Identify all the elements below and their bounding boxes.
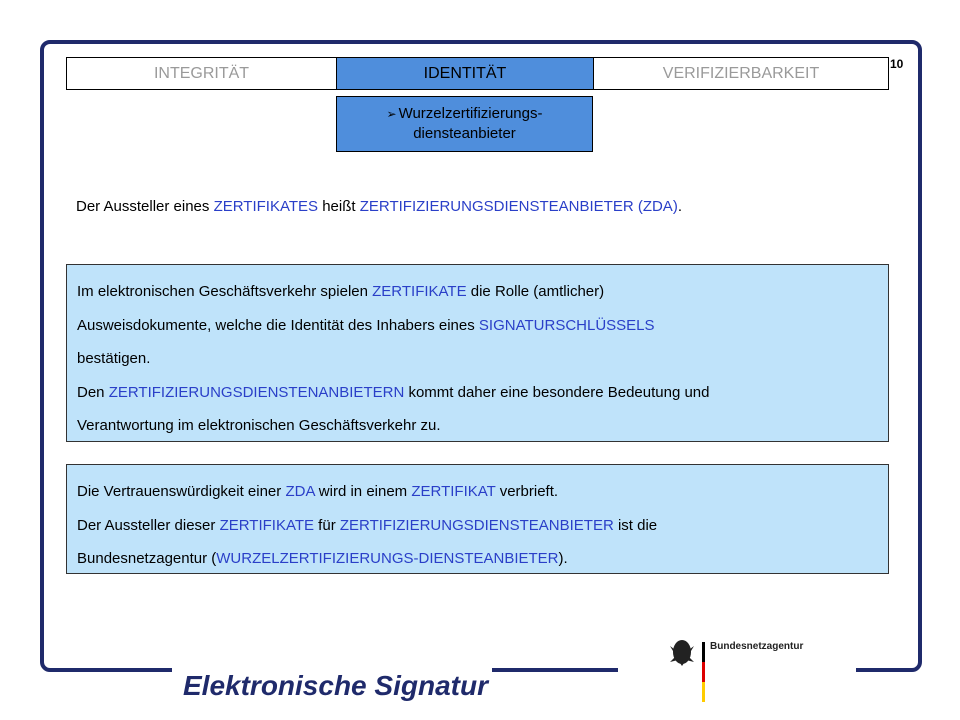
info-box-trust bbox=[66, 464, 889, 574]
intro-term-2: ZERTIFIZIERUNGSDIENSTEANBIETER (ZDA) bbox=[359, 198, 678, 215]
box2-text: ). bbox=[558, 550, 568, 567]
eagle-icon bbox=[670, 640, 694, 666]
topic-tabs bbox=[66, 57, 889, 90]
info-box-certificates bbox=[66, 264, 889, 442]
logo-wordmark: Bundesnetzagentur bbox=[710, 641, 804, 652]
box1-line-3: bestätigen. bbox=[77, 350, 151, 368]
footer-title: Elektronische Signatur bbox=[183, 670, 488, 701]
box2-text: Die Vertrauenswürdigkeit einer bbox=[77, 483, 286, 500]
subtopic-label-2: diensteanbieter bbox=[413, 125, 516, 142]
box1-text: die Rolle (amtlicher) bbox=[466, 283, 605, 300]
arrow-bullet-icon: ➢ bbox=[386, 107, 397, 121]
box1-line-1 bbox=[77, 275, 878, 309]
intro-term-1: ZERTIFIKATES bbox=[213, 198, 319, 215]
box2-line-3 bbox=[77, 542, 878, 576]
box2-term: ZERTIFIZIERUNGSDIENSTEANBIETER bbox=[339, 516, 614, 534]
box2-text: wird in einem bbox=[314, 483, 412, 500]
box1-line-5: Verantwortung im elektronischen Geschäftsverkehr zu. bbox=[77, 417, 441, 435]
intro-text-2: heißt bbox=[318, 198, 360, 215]
tab-verifizierbarkeit[interactable]: VERIFIZIERBARKEIT bbox=[662, 64, 820, 82]
box1-line-2 bbox=[77, 309, 878, 343]
box2-text: Der Aussteller dieser bbox=[77, 516, 220, 534]
tab-identitaet[interactable]: IDENTITÄT bbox=[337, 58, 594, 89]
box2-text: Bundesnetzagentur ( bbox=[77, 550, 217, 567]
flag-gold-bar bbox=[702, 682, 705, 702]
box1-term: ZERTIFIKATE bbox=[372, 283, 467, 300]
intro-sentence bbox=[76, 198, 682, 215]
flag-red-bar bbox=[702, 662, 705, 682]
box2-text: verbrieft. bbox=[495, 483, 559, 500]
box1-text: kommt daher eine besondere Bedeutung und bbox=[404, 383, 710, 401]
subtopic-line1 bbox=[387, 104, 543, 124]
box2-term: ZDA bbox=[285, 483, 315, 500]
subtopic-box bbox=[336, 96, 593, 152]
box1-text: Ausweisdokumente, welche die Identität des Inhabers eines bbox=[77, 316, 479, 334]
page-number: 10 bbox=[890, 57, 904, 71]
box2-term: ZERTIFIKAT bbox=[411, 483, 496, 500]
subtopic-label-1: Wurzelzertifizierungs- bbox=[398, 105, 543, 122]
intro-text-1: Der Aussteller eines bbox=[76, 198, 214, 215]
box2-term: ZERTIFIKATE bbox=[219, 516, 315, 534]
intro-text-3: . bbox=[677, 198, 682, 215]
box1-term: ZERTIFIZIERUNGSDIENSTENANBIETERN bbox=[108, 383, 405, 401]
flag-black-bar bbox=[702, 642, 705, 662]
box2-text: für bbox=[314, 516, 340, 534]
box2-line-2 bbox=[77, 509, 878, 543]
box1-text: Den bbox=[77, 383, 109, 401]
box2-text: ist die bbox=[613, 516, 658, 534]
box1-text: Im elektronischen Geschäftsverkehr spielen bbox=[77, 283, 373, 300]
box1-line-4 bbox=[77, 376, 878, 410]
box2-line-1 bbox=[77, 475, 878, 509]
box2-term: WURZELZERTIFIZIERUNGS-DIENSTEANBIETER bbox=[216, 550, 559, 567]
box1-term: SIGNATURSCHLÜSSELS bbox=[478, 316, 655, 334]
tab-integritaet[interactable]: INTEGRITÄT bbox=[67, 58, 337, 89]
